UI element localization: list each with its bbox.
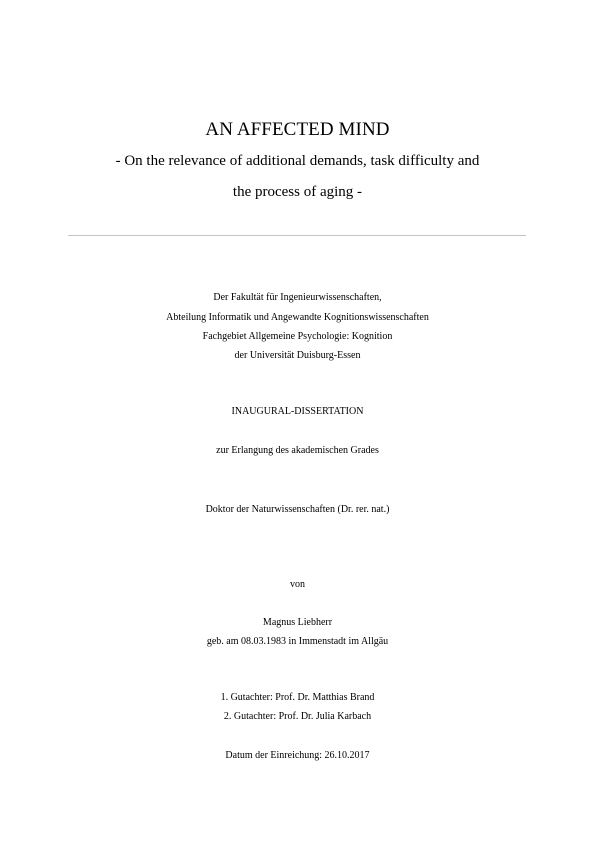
title-divider [68,235,526,236]
author-name: Magnus Liebherr [262,617,333,628]
faculty-line-2: Abteilung Informatik und Angewandte Kognitionswissenschaften [166,312,429,323]
faculty-line-3: Fachgebiet Allgemeine Psychologie: Kognition [202,331,393,342]
submission-date: Datum der Einreichung: 26.10.2017 [225,750,370,761]
degree-name: Doktor der Naturwissenschaften (Dr. rer. nat.) [205,504,390,515]
thesis-title: AN AFFECTED MIND [205,119,390,140]
reviewer-second: 2. Gutachter: Prof. Dr. Julia Karbach [223,711,372,722]
reviewer-first: 1. Gutachter: Prof. Dr. Matthias Brand [220,692,375,703]
thesis-subtitle-line-1: - On the relevance of additional demands, task difficulty and [115,153,480,169]
document-type: INAUGURAL-DISSERTATION [231,406,364,417]
by-label: von [290,579,305,590]
faculty-line-4: der Universität Duisburg-Essen [234,350,361,361]
thesis-subtitle-line-2: the process of aging - [232,184,363,200]
faculty-line-1: Der Fakultät für Ingenieurwissenschaften, [213,292,382,303]
degree-purpose: zur Erlangung des akademischen Grades [216,445,379,456]
author-birth: geb. am 08.03.1983 in Immenstadt im Allgäu [206,636,389,647]
